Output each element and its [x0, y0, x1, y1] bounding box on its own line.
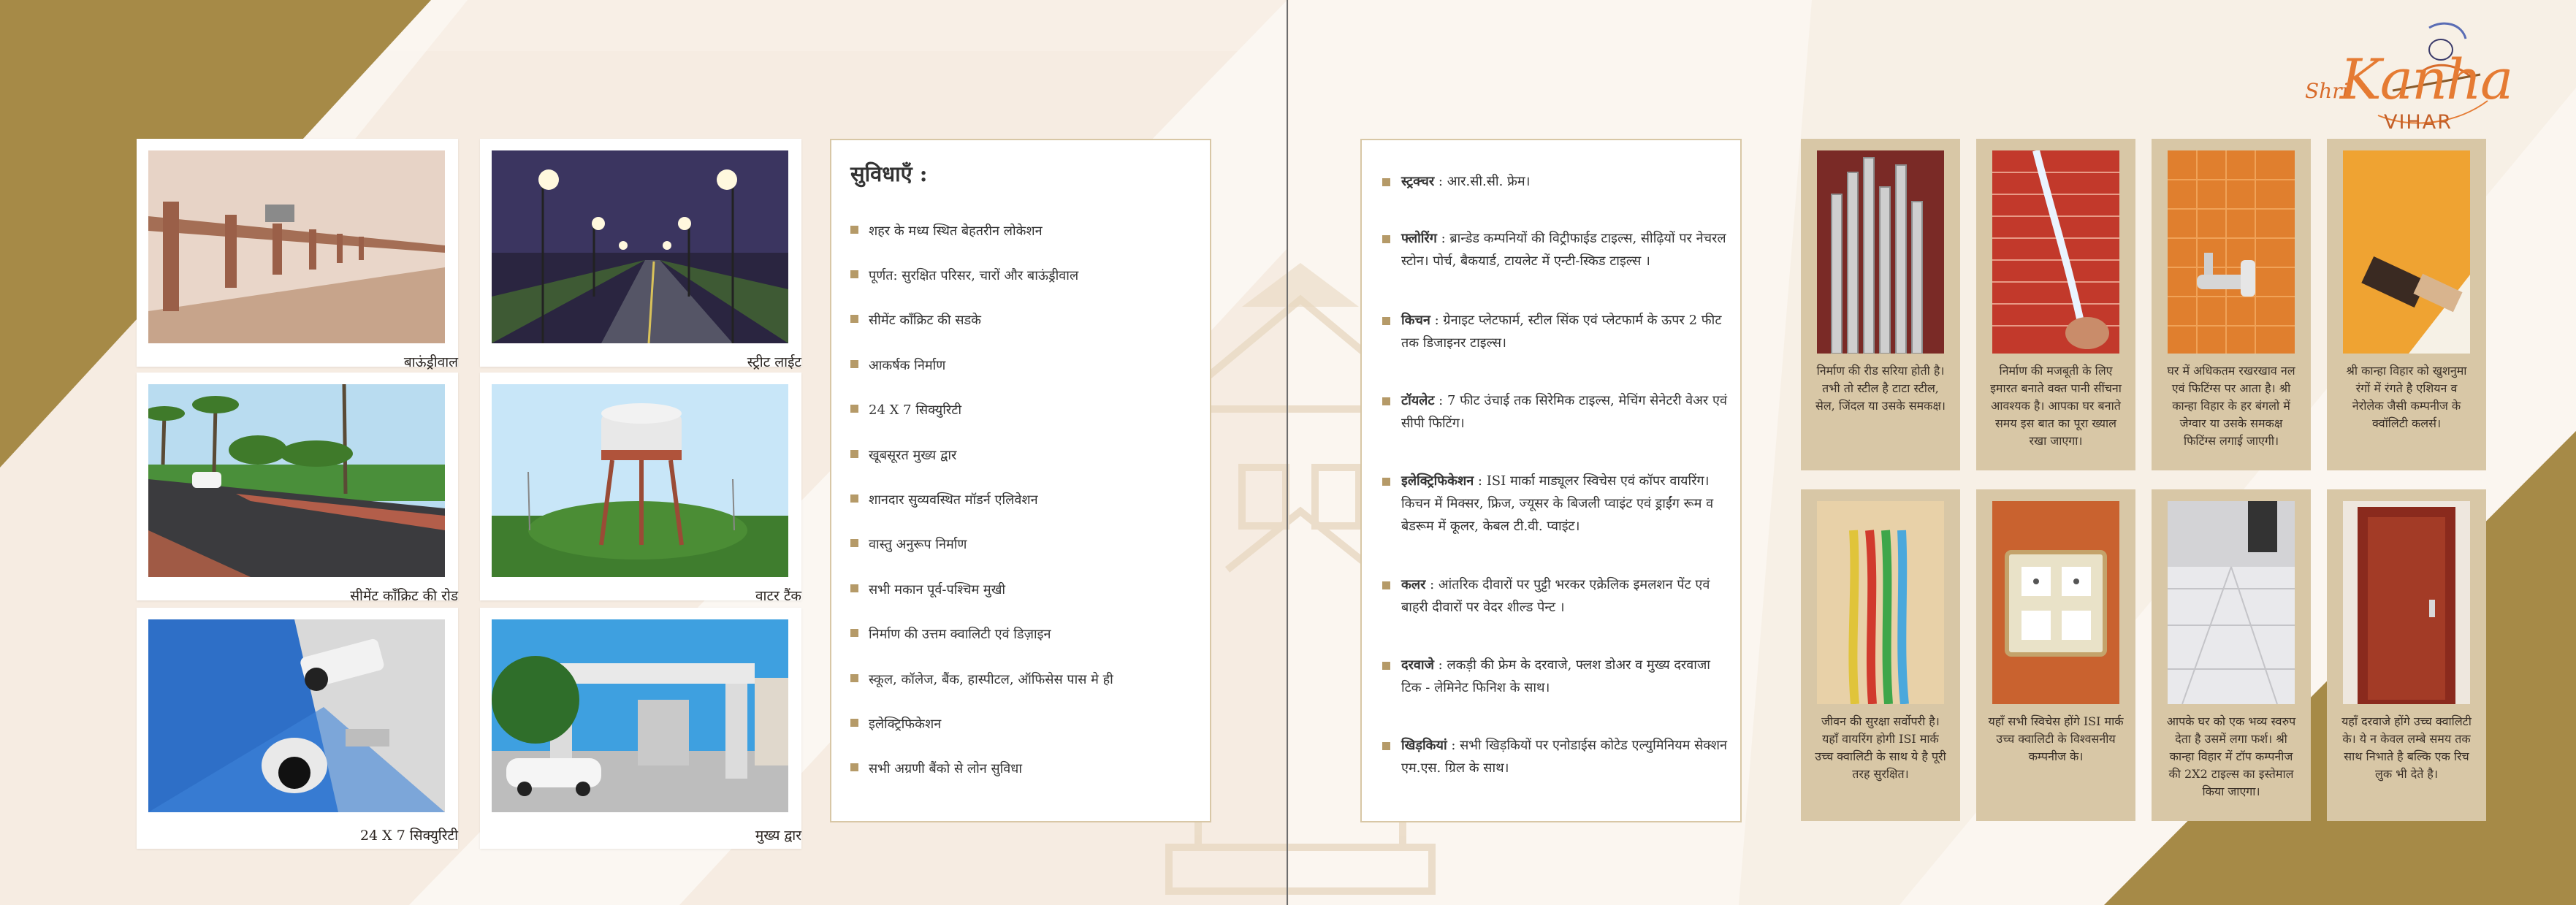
tile-steel-rods: [1801, 139, 1960, 470]
photo-caption: वाटर टैंक: [755, 588, 801, 604]
tile-caption: यहाँ सभी स्विचेस होंगे ISI मार्क उच्च क्वालिटी के विश्वसनीय कम्पनीज के।: [1988, 714, 2124, 763]
photo-card-main-gate: [480, 608, 801, 849]
photo-card-cement-road: [137, 373, 458, 604]
spec-item: किचन : ग्रेनाइट प्लेटफार्म, स्टील सिंक एवं प्लेटफार्म के ऊपर 2 फीट तक डिजाइनर टाइल्स।: [1382, 310, 1733, 355]
floor-tiles-photo: [2168, 501, 2295, 704]
water-curing-photo: [1992, 150, 2119, 354]
amenity-item: आकर्षक निर्माण: [850, 356, 945, 374]
tile-switch-board: [1976, 489, 2135, 821]
amenity-item: पूर्णत: सुरक्षित परिसर, चारों और बाऊंड्रीवाल: [850, 267, 1078, 284]
tile-caption: श्री कान्हा विहार को खुशनुमा रंगों में रंगते है एशियन व नेरोलेक जैसी कम्पनीज के क्वॉलिटी कलर्स।: [2346, 364, 2467, 430]
specifications-panel: [1360, 139, 1742, 822]
spec-item: फ्लोरिंग : ब्रान्डेड कम्पनियों की विट्रीफाईड टाइल्स, सीढ़ियों पर नेचरल स्टोन। पोर्च, बैकयार्ड, टायलेट में एन्टी-स्किड टाइल्स ।: [1382, 228, 1733, 273]
water-tank-photo: [492, 384, 788, 577]
tile-floor-tiles: [2152, 489, 2311, 821]
spec-item: खिड़कियां : सभी खिड़कियों पर एनोडाईस कोटेड एल्युमिनियम सेक्शन एम.एस. ग्रिल के साथ।: [1382, 735, 1733, 780]
amenity-item: शानदार सुव्यवस्थित मॉडर्न एलिवेशन: [850, 491, 1038, 508]
tile-caption: निर्माण की रीड सरिया होती है। तभी तो स्टील है टाटा स्टील, सेल, जिंदल या उसके समकक्ष।: [1815, 364, 1946, 413]
amenity-item: इलेक्ट्रिफिकेशन: [850, 715, 941, 733]
street-light-photo: [492, 150, 788, 343]
logo-kanha-text: Kanha: [2340, 47, 2512, 112]
amenity-item: सभी अग्रणी बैंको से लोन सुविधा: [850, 760, 1022, 777]
amenity-item: सभी मकान पूर्व-पश्चिम मुखी: [850, 581, 1005, 598]
amenity-item: 24 X 7 सिक्युरिटी: [850, 401, 961, 419]
paint-brush-photo: [2343, 150, 2470, 354]
wires-photo: [1817, 501, 1944, 704]
photo-card-street-light: [480, 139, 801, 370]
amenity-item: वास्तु अनुरूप निर्माण: [850, 535, 967, 553]
main-gate-photo: [492, 619, 788, 812]
page-spine: [1287, 0, 1288, 905]
tile-paint-brush: [2327, 139, 2486, 470]
tile-water-curing: [1976, 139, 2135, 470]
amenity-item: सीमेंट कॉंक्रिट की सडके: [850, 311, 981, 329]
amenity-item: स्कूल, कॉलेज, बैंक, हास्पीटल, ऑफिसेस पास मे ही: [850, 671, 1113, 688]
photo-caption: बाऊंड्रीवाल: [403, 354, 458, 370]
photo-caption: 24 X 7 सिक्युरिटी: [359, 828, 458, 844]
tile-wires: [1801, 489, 1960, 821]
photo-caption: मुख्य द्वार: [755, 828, 801, 844]
faucet-photo: [2168, 150, 2295, 354]
photo-caption: स्ट्रीट लाईट: [747, 354, 801, 370]
tile-wooden-door: [2327, 489, 2486, 821]
shri-kanha-vihar-logo: [2298, 20, 2512, 145]
amenities-panel: [830, 139, 1211, 822]
tile-caption: आपके घर को एक भव्य स्वरुप देता है उसमें लगा फर्श। श्री कान्हा विहार में टॉप कम्पनीज की 2X2 टाइल्स का इस्तेमाल किया जाएगा।: [2166, 714, 2296, 798]
spec-item: टॉयलेट : 7 फीट उंचाई तक सिरेमिक टाइल्स, मेचिंग सेनेटरी वेअर एवं सीपी फिटिंग।: [1382, 390, 1733, 435]
tile-caption: घर में अधिकतम रखरखाव नल एवं फिटिंग्स पर आता है। श्री कान्हा विहार के हर बंगलो में जेग्वार या उसके समकक्ष फिटिंग्स लगाई जाएगी।: [2167, 364, 2295, 448]
amenity-item: शहर के मध्य स्थित बेहतरीन लोकेशन: [850, 222, 1043, 240]
spec-item: दरवाजे : लकड़ी की फ्रेम के दरवाजे, फ्लश डोअर व मुख्य दरवाजा टिक - लेमिनेट फिनिश के साथ।: [1382, 654, 1733, 700]
tile-caption: निर्माण की मजबूती के लिए इमारत बनाते वक्त पानी सींचना आवश्यक है। आपका घर बनाते समय इस बात का पूरा ख्याल रखा जाएगा।: [1990, 364, 2122, 448]
wooden-door-photo: [2343, 501, 2470, 704]
photo-card-boundary-wall: [137, 139, 458, 370]
photo-caption: सीमेंट कॉंक्रिट की रोड: [350, 588, 458, 604]
logo-shri-text: Shri: [2305, 79, 2349, 103]
boundary-wall-photo: [148, 150, 445, 343]
spec-item: इलेक्ट्रिफिकेशन : ISI मार्का माड्यूलर स्विचेस एवं कॉपर वायरिंग। किचन में मिक्सर, फ्रिज, ज्यूसर के बिजली प्वाइंट एवं ड्राईंग रूम व बेडरूम में कूलर, केबल टी.वी. प्वाइंट।: [1382, 470, 1733, 538]
logo-vihar-text: VIHAR: [2384, 111, 2453, 134]
photo-card-security: [137, 608, 458, 849]
security-camera-photo: [148, 619, 445, 812]
tile-caption: यहाँ दरवाजे होंगे उच्च क्वालिटी के। ये न केवल लम्बे समय तक साथ निभाते है बल्कि एक रिच लुक भी देते है।: [2341, 714, 2472, 781]
photo-card-water-tank: [480, 373, 801, 604]
tile-faucet: [2152, 139, 2311, 470]
amenities-title: सुविधाएँ :: [850, 161, 928, 186]
amenity-item: खूबसूरत मुख्य द्वार: [850, 446, 956, 464]
amenity-item: निर्माण की उत्तम क्वालिटी एवं डिज़ाइन: [850, 625, 1051, 643]
cement-road-photo: [148, 384, 445, 577]
tile-caption: जीवन की सुरक्षा सर्वोपरी है। यहाँ वायरिंग होगी ISI मार्क उच्च क्वालिटी के साथ ये है पूरी तरह सुरक्षित।: [1815, 714, 1946, 781]
spec-item: कलर : आंतरिक दीवारों पर पुट्टी भरकर एक्रेलिक इमलशन पेंट एवं बाहरी दीवारों पर वेदर शील्ड पेन्ट ।: [1382, 574, 1733, 619]
spec-item: स्ट्रक्चर : आर.सी.सी. फ्रेम।: [1382, 171, 1733, 194]
switch-board-photo: [1992, 501, 2119, 704]
steel-rods-photo: [1817, 150, 1944, 354]
